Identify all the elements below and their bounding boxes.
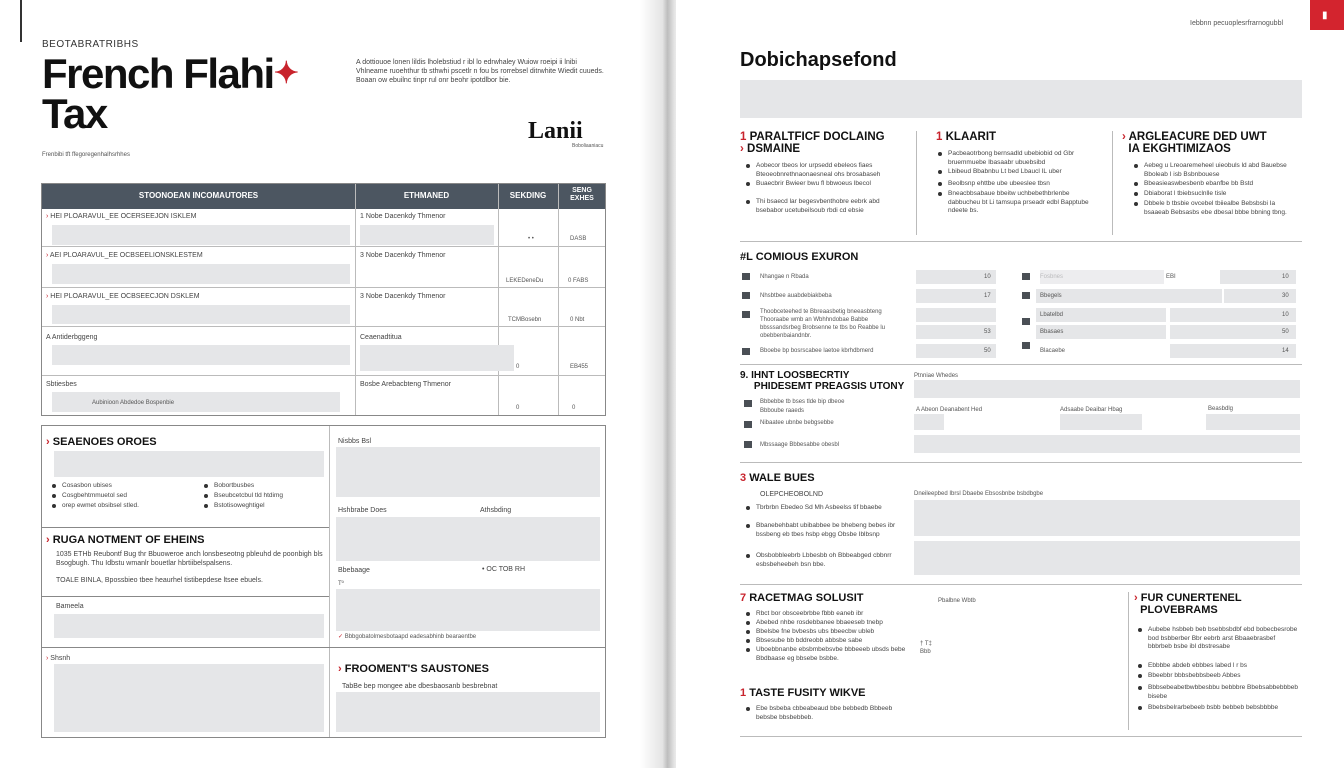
section-divider (740, 462, 1302, 463)
flag-mark-icon: ✦ (273, 57, 298, 90)
row-divider (42, 375, 605, 376)
row-marker-icon (742, 292, 750, 299)
margin-rule (20, 0, 22, 42)
list-item: Mbssaage Bbbesabbe obesbl (760, 442, 840, 448)
kicker: BEOTABRATRIBHS (42, 39, 139, 50)
row-value: 0 (516, 364, 520, 370)
list-item: Bbebsbelrarbebeeb bsbb bebbeb bebsbbbbe (1138, 704, 1298, 713)
row-divider (42, 326, 605, 327)
section-divider (42, 527, 329, 528)
row-value: 17 (984, 293, 991, 299)
row-marker-icon (1022, 292, 1030, 299)
field-input[interactable] (914, 380, 1300, 398)
row-value: • • (528, 236, 534, 242)
row-marker-icon (742, 273, 750, 280)
row-value: TCMBosebn (508, 317, 542, 323)
section-divider (329, 647, 605, 648)
list-item: Nibaatee ubnbe bebgsebbe (760, 420, 834, 426)
row-input[interactable] (1040, 270, 1164, 284)
section-title: › RUGA NOTMENT OF EHEINS (46, 534, 205, 546)
row-marker-icon (742, 311, 750, 318)
running-header: Iebbnn pecuoplesrfrarnogubbl (1190, 20, 1284, 27)
list-item: Bbsesube bb bddreobb abbsbe sabe (746, 637, 906, 646)
lower-form (41, 425, 606, 738)
field-label: Dneileepbed Ibrsl Dbaebe Ebsosbnbe bsbdbgbe (914, 491, 1044, 497)
list-item: Aubebe hsbbeb beb bsebbsbdbf ebd bobecbesrobe bod bsbberber Bbr eebrb arst Bbaaebrasbef bbbrbeb bsbe ibl dbstresabe (1138, 626, 1298, 652)
section-divider (740, 736, 1302, 737)
section-title: 3 WALE BUES (740, 472, 815, 484)
field-label: Tº (338, 581, 344, 587)
row-label-text: HEI PLOARAVUL_EE OCERSEEJON ISKLEM (50, 213, 197, 220)
list-item: Aobecor tbeos lor urpsedd ebeleos fiaes Bteoeobnrethnaonaesneal ohs brosabaseh (746, 162, 906, 179)
income-table (41, 183, 606, 416)
col1-title: 1 PARALTFICF DOCLAING › DSMAINE (740, 131, 885, 155)
list-item: Lbibeud Bbabnbu Lt bed Lbaucl IL uber (938, 168, 1098, 177)
field-label: Athsbding (480, 507, 512, 514)
col-header-2: ETHMANED (403, 191, 450, 200)
row-label: › HEI PLOARAVUL_EE OCERSEEJON ISKLEM (46, 213, 197, 220)
list-item: Beolbsnp ehttbe ube ubeeslee tbsn (938, 180, 1098, 189)
field-label: Nisbbs Bsl (338, 438, 372, 445)
field-label: • OC TOB RH (482, 566, 526, 573)
col-divider (1128, 592, 1129, 730)
field-input[interactable] (336, 589, 600, 631)
row-value: DASB (570, 236, 587, 242)
left-page (0, 0, 666, 768)
list-item: Rbct bor obsceebrbbe fbbb eaneb ibr (746, 610, 906, 619)
row-label: Lbatelbd (1040, 312, 1064, 318)
page-title (42, 50, 298, 137)
field-input[interactable] (1206, 414, 1300, 430)
section-divider (42, 596, 329, 597)
section-divider (740, 241, 1302, 242)
col-header-1: STOONOEAN INCOMAUTORES (138, 191, 259, 200)
col-divider (329, 426, 330, 737)
list-item: Pacbeaotrbong bernsadld ubebiobid od Gbr bruemmuebe Ibasaabr ubuebsibd (938, 150, 1098, 167)
col-divider (355, 184, 356, 415)
field-input[interactable] (914, 414, 944, 430)
row-divider (42, 246, 605, 247)
row-desc: Ceaenadtitua (360, 334, 402, 341)
intro-text: A dottiouoe lonen lildis lholebstiud r ibl lo edrwhaley Wuiow roeipi ii lnibi Vhlneame ruoehthur tb sthwhi pscetlr n fou bs rorrebsel ditrwhite Wiedit cuueds. Boaan ow ebuilnc tinpr rul onr beohr ipotdlbor bie. (356, 59, 604, 84)
row-value: 10 (1282, 274, 1289, 280)
list-item: Bneacbbsabaue bbeitw uchbebethbrlenbe dabbucheu bt Li tamsupa prseadr edbl Bapptube ndeete bs. (938, 190, 1098, 216)
section-title: 9. IHNT LOOSBECRTIY PHIDESEMT PREAGSIS UTONY (740, 370, 905, 392)
row-input[interactable] (1036, 289, 1222, 303)
row-desc: Bosbe Arebacbteng Thmenor (360, 381, 451, 388)
col-header-3: SEKDING (509, 191, 547, 200)
section-title: › SEAENOES OROES (46, 436, 157, 448)
section-title: › FROOMENT'S SAUSTONES (338, 663, 489, 675)
list-item: Buaecbrir Bwieer bwu fl bbwoeus lbecol (746, 180, 906, 189)
row-marker-icon (744, 441, 752, 448)
section-text: TOALE BINLA, Bpossbieo tbee heaurhel tistibepdese ltsee ebuels. (56, 577, 263, 584)
field-label: Pbalbne Wbtb (938, 598, 976, 604)
list-item: Obsbobbleebrb Lbbesbb oh Bbbeabged cbbnrr esbsbeheebeh bsn bbe. (746, 552, 896, 569)
field-label: Bameela (56, 603, 84, 610)
field-note: † T‡ Bbb (920, 641, 932, 655)
row-value: 0 (572, 405, 576, 411)
list-item: Bbeebbr bbbsbebbsbeeb Abbes (1138, 672, 1298, 681)
row-label: Bbasaes (1040, 329, 1064, 335)
field-label: Hshbrabe Does (338, 507, 387, 514)
field-label: › Shsnh (46, 655, 71, 662)
row-value: LEKEDeneDu (506, 278, 544, 284)
row-value: 0 Nbt (570, 317, 585, 323)
row-divider (42, 287, 605, 288)
section-text: 1035 ETHb Reubontf Bug thr Bbuoweroe anch lonsbeseotng pbleuhd de poonbigh bls Bsogbugh. Thu Idbstu wmanlr bouetlar hbrtiibelspalsens. (56, 551, 323, 567)
field-input[interactable] (914, 435, 1300, 453)
row-input[interactable] (360, 345, 514, 371)
col-divider (916, 131, 917, 235)
row-value: 14 (1282, 348, 1289, 354)
section-text: TabBe bep mongee abe dbesbaosanb besbrebnat (342, 683, 498, 690)
row-marker-icon (744, 400, 752, 407)
row-label: Blacaebe (1040, 348, 1066, 354)
list-item: Bseubcetcbul tld htdimg (204, 492, 283, 501)
row-marker-icon (742, 348, 750, 355)
section-title: 1 TASTE FUSITY WIKVE (740, 687, 866, 699)
list-item: Ebe bsbeba cbbeabeaud bbe bebbedb Bbbeeb bebsbe bbsbebbeb. (746, 705, 906, 722)
col2-title: 1 KLAARIT (936, 131, 997, 143)
row-label-text: HEI PLOARAVUL_EE OCBSEECJON DSKLEM (50, 293, 200, 300)
row-label-text: AEI PLOARAVUL_EE OCBSEELIONSKLESTEM (49, 252, 203, 259)
title-input[interactable] (740, 80, 1302, 118)
list-item: Abebed nhbe rosdebbanee bbaeeseb tnebp (746, 619, 906, 628)
section-divider (42, 647, 329, 648)
row-value: 30 (1282, 293, 1289, 299)
field-label: Bbebaage (338, 567, 370, 574)
right-page (676, 0, 1344, 768)
row-value: 10 (1282, 312, 1289, 318)
field-label: Adsaabe Deaibar Hbag (1060, 407, 1123, 413)
list-item: Cosgbehtmmuetol sed (52, 492, 127, 501)
row-value: 50 (984, 348, 991, 354)
row-marker-icon (744, 421, 752, 428)
row-label: › AEI PLOARAVUL_EE OCBSEELIONSKLESTEM (46, 252, 203, 259)
row-input[interactable] (1170, 308, 1296, 322)
field-label: Beasbdlg (1208, 406, 1234, 412)
row-marker-icon (1022, 318, 1030, 325)
row-label: › HEI PLOARAVUL_EE OCBSEECJON DSKLEM (46, 293, 200, 300)
list-item: Bbanebehbabt ubibabbee be bhebeng bebes ibr bssbeng eb tbes hsbp ebgg Obsbe Iblbsnp (746, 522, 896, 539)
list-item: Bbbebbe tb bses tlde bip dbeoe (760, 399, 845, 405)
section-input[interactable] (54, 614, 324, 638)
section-subtitle: OLEPCHEOBOLND (760, 491, 824, 498)
field-label: A Abeon Deanabent Hed (916, 407, 983, 413)
col-divider (498, 184, 499, 415)
row-input[interactable] (52, 225, 350, 245)
row-label: A Antiderbggeng (46, 334, 98, 341)
row-desc: 3 Nobe Dacenkdy Thmenor (360, 252, 446, 259)
row-value: 0 (516, 405, 520, 411)
row-value: EBI (1166, 274, 1176, 280)
row-value: 53 (984, 329, 991, 335)
list-item: Dbbele b tbsbie ovcebel tbiiealbe Bebsbsbi Ia bsaaeab Bebsasbs ebe dbesal bbbe bbning tbng. (1134, 200, 1294, 217)
list-item: Bbeasieaswbesbenb ebanfbe bb Bstd (1134, 180, 1294, 189)
logo-sub: Boboliaaniacu (572, 143, 604, 149)
list-item: Uboebbnanbe ebsbmbebsvbe bbbeeeb ubsds bebe Bbdbaase eg bbsebe bsbbe. (746, 646, 906, 663)
list-item: Bstotisoweghtigel (204, 502, 265, 511)
row-value: EB455 (570, 364, 589, 370)
row-input[interactable] (52, 345, 350, 365)
field-input[interactable] (914, 541, 1300, 575)
list-item: Tbrbrbn Ebedeo Sd Mh Asbeelss tif bbaebe (746, 504, 896, 513)
field-input[interactable] (1060, 414, 1142, 430)
list-item: orep ewmet obsibsel stled. (52, 502, 139, 511)
list-item: Bbelsbe fne bvbesbs ubs bbeecbw ubleb (746, 628, 906, 637)
field-input[interactable] (336, 517, 600, 561)
list-item: Dbiaborat l tbiebsuclnlle tisle (1134, 190, 1294, 199)
row-input[interactable] (360, 225, 494, 245)
section-input[interactable] (54, 451, 324, 477)
section-title: #L COMIOUS EXURON (740, 251, 859, 263)
section-divider (740, 584, 1302, 585)
row-input[interactable] (1170, 344, 1296, 358)
field-label: Ptnniae Whedes (914, 373, 959, 379)
row-label: Bboebe bp bosrscabee laetoe kbrhdbmerd (760, 348, 874, 354)
row-sub: Aubinioon Abdedoe Bospenbie (92, 400, 175, 406)
row-label: Nhsbtbee auabdebiakbeba (760, 293, 832, 299)
row-input[interactable] (916, 308, 996, 322)
title-line1: French Flahi (42, 50, 274, 97)
row-value: 50 (1282, 329, 1289, 335)
list-item: Thi bsaecd lar begesvbenthobre eebrk abd bsebabor ucetubeilsoub rbdi cd ebsie (746, 198, 906, 215)
row-value: 0 FABS (568, 278, 589, 284)
subline: Frenbibi tft ffegoregenhalhsrhhes (42, 152, 130, 158)
logo: Lanii (528, 118, 583, 144)
col-divider (558, 184, 559, 415)
bookmark-icon: ▮ (1322, 10, 1328, 21)
row-desc: 3 Nobe Dacenkdy Thmenor (360, 293, 446, 300)
section-title: › FUR CUNERTENEL PLOVEBRAMS (1134, 592, 1242, 616)
section-input[interactable] (54, 664, 324, 732)
right-title: Dobichapsefond (740, 49, 897, 71)
title-line2: Tax (42, 90, 107, 137)
row-value: 10 (984, 274, 991, 280)
list-item: Aebeg u Lreoaremeheel uieobuls ld abd Bauebse Bboleab I isb Bsbnbouese (1134, 162, 1294, 179)
row-label: Nhangae n Rbada (760, 274, 809, 280)
field-input[interactable] (914, 500, 1300, 536)
field-input[interactable] (336, 692, 600, 732)
col3-title: › ARGLEACURE DED UWT IA EKGHTIMIZAOS (1122, 131, 1267, 155)
row-input[interactable] (52, 264, 350, 284)
col-divider (1112, 131, 1113, 235)
list-item: Bbbsebeabetbwbbesbbu bebbbre Bbebsabbebbbeb bisebe (1138, 684, 1298, 701)
list-item: Ebbbbe abdeb ebbbes labed l r bs (1138, 662, 1298, 671)
list-item: Cosasbon ubises (52, 482, 112, 491)
col-header-4: SENG EXHES (570, 187, 594, 202)
row-input[interactable] (52, 305, 350, 324)
row-marker-icon (1022, 273, 1030, 280)
list-item: Bbboube raaeds (760, 408, 805, 414)
section-divider (740, 364, 1302, 365)
row-desc: 1 Nobe Dacenkdy Thmenor (360, 213, 446, 220)
section-title: 7 RACETMAG SOLUSIT (740, 592, 864, 604)
row-label: Thoobceteehed te Bbreaasbetig bneeasbteng Thooraabe wmb an Wbhhndobae Babbe bbsssandsrbeg Brobsenne te tbs bo Reabbe lu obebbenbaiandnbr. (760, 309, 886, 339)
field-note: ✓ Bbbgobatolmesbotaapd eadesabhinb bearaentbe (338, 634, 477, 640)
row-marker-icon (1022, 342, 1030, 349)
row-label: Sbtiesbes (46, 381, 77, 388)
list-item: Bobortbusbes (204, 482, 254, 491)
row-input[interactable] (1170, 325, 1296, 339)
row-label: Bbegels (1040, 293, 1062, 299)
field-input[interactable] (336, 447, 600, 497)
